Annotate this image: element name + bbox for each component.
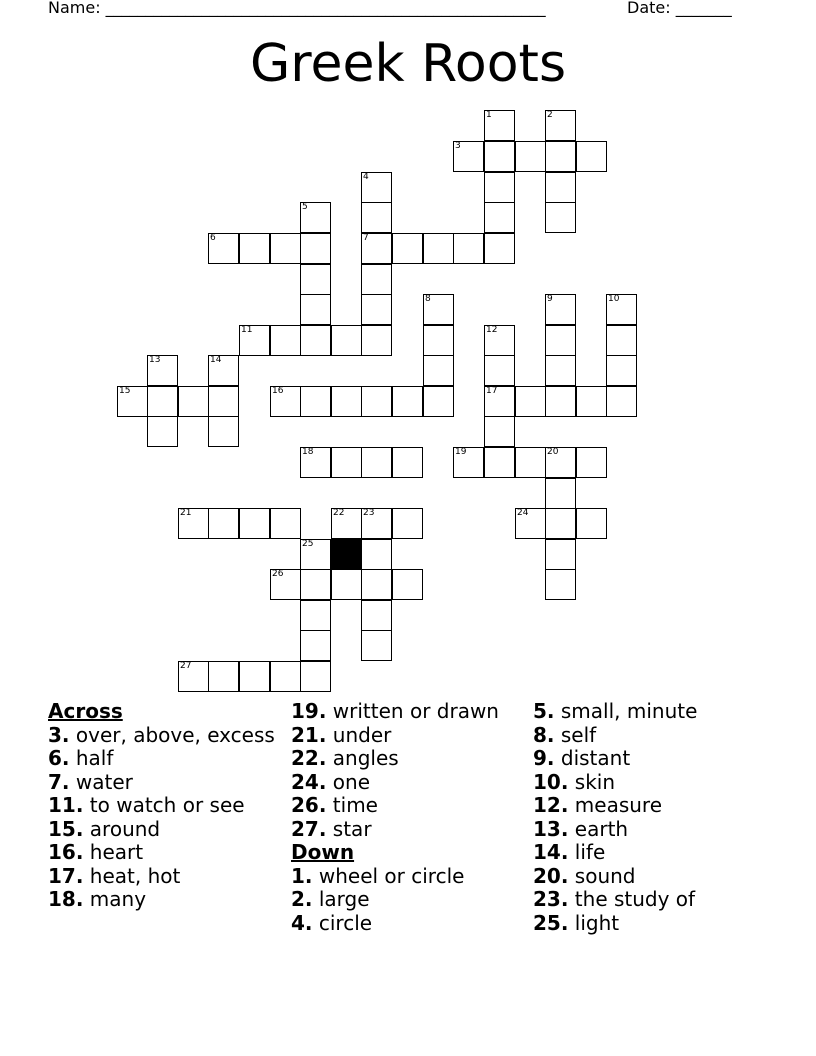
clue-number: 10.	[533, 769, 569, 794]
clue-text: wheel or circle	[312, 863, 465, 888]
crossword-cell[interactable]	[423, 233, 454, 264]
crossword-cell[interactable]	[576, 508, 607, 539]
crossword-cell[interactable]	[545, 141, 576, 172]
clue-item	[291, 724, 531, 748]
clue-heading: Across	[48, 699, 123, 723]
crossword-cell[interactable]	[606, 355, 637, 386]
crossword-cell[interactable]	[515, 447, 546, 478]
crossword-cell[interactable]	[300, 202, 331, 233]
clue-number: 16.	[48, 840, 84, 864]
crossword-cell[interactable]	[576, 386, 607, 417]
clue-number: 12.	[533, 793, 569, 817]
crossword-cell[interactable]	[545, 539, 576, 570]
cell-number: 12	[486, 325, 498, 335]
clue-number: 6.	[48, 746, 70, 770]
crossword-cell[interactable]	[545, 294, 576, 325]
crossword-cell[interactable]	[300, 630, 331, 661]
clue-heading: Down	[291, 840, 355, 864]
clue-number: 19.	[291, 699, 327, 723]
crossword-cell[interactable]	[545, 569, 576, 600]
crossword-cell[interactable]	[147, 386, 178, 417]
cell-number: 16	[272, 386, 284, 396]
crossword-cell[interactable]	[484, 202, 515, 233]
clue-text: heat, hot	[83, 863, 181, 888]
name-field-label[interactable]: Name: _______________________________________________________	[48, 0, 546, 17]
crossword-cell[interactable]	[453, 447, 484, 478]
cell-number: 3	[455, 141, 461, 151]
crossword-cell[interactable]	[300, 539, 331, 570]
clue-item	[48, 724, 288, 748]
clue-text: time	[326, 793, 378, 817]
clue-number: 27.	[291, 816, 327, 841]
clue-column-3	[533, 700, 773, 935]
clue-text: star	[326, 816, 372, 841]
crossword-cell[interactable]	[331, 447, 362, 478]
cell-number: 9	[547, 294, 553, 304]
crossword-cell[interactable]	[392, 233, 423, 264]
crossword-cell[interactable]	[300, 386, 331, 417]
clue-text: measure	[568, 793, 663, 817]
clue-item	[533, 865, 773, 889]
clue-text: angles	[326, 746, 399, 770]
crossword-cell[interactable]	[361, 447, 392, 478]
crossword-cell[interactable]	[484, 172, 515, 203]
crossword-cell[interactable]	[392, 508, 423, 539]
crossword-cell[interactable]	[208, 661, 239, 692]
crossword-cell[interactable]	[147, 416, 178, 447]
clue-text: half	[69, 746, 114, 770]
clue-item	[291, 747, 531, 771]
crossword-cell[interactable]	[515, 386, 546, 417]
clue-item	[533, 818, 773, 842]
crossword-cell[interactable]	[484, 386, 515, 417]
clue-text: circle	[312, 910, 373, 935]
crossword-cell[interactable]	[545, 508, 576, 539]
clue-number: 4.	[291, 910, 313, 935]
clue-number: 2.	[291, 887, 313, 911]
clue-item	[291, 912, 531, 936]
cell-number: 10	[608, 294, 620, 304]
crossword-cell[interactable]	[178, 508, 209, 539]
crossword-cell[interactable]	[147, 355, 178, 386]
cell-number: 2	[547, 110, 553, 120]
crossword-cell[interactable]	[270, 233, 301, 264]
crossword-cell[interactable]	[300, 294, 331, 325]
crossword-cell[interactable]	[300, 325, 331, 356]
clue-number: 26.	[291, 793, 327, 817]
crossword-cell[interactable]	[117, 386, 148, 417]
clue-number: 7.	[48, 769, 70, 794]
crossword-cell[interactable]	[361, 233, 392, 264]
clue-item	[48, 888, 288, 912]
crossword-cell[interactable]	[300, 569, 331, 600]
clue-text: over, above, excess	[69, 722, 275, 747]
crossword-cell[interactable]	[606, 386, 637, 417]
cell-number: 19	[455, 447, 467, 457]
clue-number: 20.	[533, 863, 569, 888]
clue-number: 5.	[533, 699, 555, 723]
crossword-cell[interactable]	[576, 447, 607, 478]
crossword-cell[interactable]	[423, 325, 454, 356]
cell-number: 6	[210, 233, 216, 243]
clue-text: light	[568, 910, 620, 935]
clue-number: 14.	[533, 840, 569, 864]
clue-item	[48, 771, 288, 795]
clue-column-2	[291, 700, 531, 935]
clue-text: sound	[568, 863, 636, 888]
crossword-cell[interactable]	[208, 386, 239, 417]
cell-number: 24	[517, 508, 529, 518]
crossword-cell[interactable]	[361, 508, 392, 539]
crossword-cell[interactable]	[361, 202, 392, 233]
cell-number: 13	[149, 355, 161, 365]
clue-item	[291, 794, 531, 818]
cell-number: 18	[302, 447, 314, 457]
crossword-cell[interactable]	[545, 172, 576, 203]
clue-number: 24.	[291, 769, 327, 794]
crossword-cell[interactable]	[361, 600, 392, 631]
clue-number: 25.	[533, 910, 569, 935]
crossword-cell[interactable]	[300, 233, 331, 264]
clue-item	[48, 794, 288, 818]
cell-number: 5	[302, 202, 308, 212]
crossword-cell[interactable]	[239, 661, 270, 692]
clue-text: earth	[568, 816, 629, 841]
crossword-cell[interactable]	[331, 325, 362, 356]
crossword-cell[interactable]	[606, 294, 637, 325]
crossword-cell[interactable]	[178, 386, 209, 417]
crossword-cell[interactable]	[361, 630, 392, 661]
crossword-cell[interactable]	[392, 569, 423, 600]
crossword-cell[interactable]	[270, 569, 301, 600]
crossword-cell[interactable]	[545, 325, 576, 356]
clue-text: under	[326, 722, 392, 747]
crossword-cell[interactable]	[545, 110, 576, 141]
crossword-cell[interactable]	[484, 355, 515, 386]
clue-item	[291, 865, 531, 889]
date-field-label[interactable]: Date: _______	[627, 0, 732, 17]
clue-text: water	[69, 769, 133, 794]
crossword-cell[interactable]	[545, 355, 576, 386]
clue-number: 3.	[48, 722, 70, 747]
clue-text: the study of	[568, 887, 696, 911]
crossword-cell[interactable]	[515, 508, 546, 539]
crossword-cell[interactable]	[392, 386, 423, 417]
crossword-cell[interactable]	[606, 325, 637, 356]
crossword-cell[interactable]	[423, 294, 454, 325]
clue-item	[48, 818, 288, 842]
cell-number: 26	[272, 569, 284, 579]
clue-text: skin	[568, 769, 616, 794]
cell-number: 27	[180, 661, 192, 671]
clue-text: written or drawn	[326, 699, 499, 723]
crossword-cell[interactable]	[239, 233, 270, 264]
clue-text: around	[83, 816, 161, 841]
clue-number: 15.	[48, 816, 84, 841]
clue-number: 13.	[533, 816, 569, 841]
crossword-cell[interactable]	[361, 569, 392, 600]
crossword-cell[interactable]	[392, 447, 423, 478]
clue-number: 18.	[48, 887, 84, 911]
crossword-cell[interactable]	[270, 661, 301, 692]
cell-number: 25	[302, 539, 314, 549]
clue-item	[533, 771, 773, 795]
clue-item	[291, 771, 531, 795]
clue-item	[533, 747, 773, 771]
crossword-block-cell	[331, 539, 362, 570]
clue-number: 11.	[48, 793, 84, 817]
clue-number: 23.	[533, 887, 569, 911]
clue-number: 1.	[291, 863, 313, 888]
crossword-cell[interactable]	[361, 172, 392, 203]
crossword-cell[interactable]	[331, 569, 362, 600]
clue-item	[533, 912, 773, 936]
cell-number: 1	[486, 110, 492, 120]
crossword-cell[interactable]	[300, 661, 331, 692]
crossword-cell[interactable]	[576, 141, 607, 172]
crossword-cell[interactable]	[484, 325, 515, 356]
crossword-cell[interactable]	[453, 141, 484, 172]
crossword-cell[interactable]	[331, 386, 362, 417]
crossword-cell[interactable]	[484, 141, 515, 172]
clue-text: distant	[554, 746, 631, 770]
clue-item	[291, 888, 531, 912]
clue-item	[291, 700, 531, 724]
clue-text: one	[326, 769, 371, 794]
cell-number: 22	[333, 508, 345, 518]
crossword-cell[interactable]	[545, 478, 576, 509]
crossword-cell[interactable]	[178, 661, 209, 692]
clue-text: self	[554, 722, 597, 747]
cell-number: 4	[363, 172, 369, 182]
cell-number: 7	[363, 233, 369, 243]
crossword-cell[interactable]	[484, 233, 515, 264]
clue-item	[533, 700, 773, 724]
crossword-cell[interactable]	[545, 202, 576, 233]
cell-number: 15	[119, 386, 131, 396]
clue-item	[533, 724, 773, 748]
crossword-cell[interactable]	[270, 386, 301, 417]
crossword-cell[interactable]	[361, 294, 392, 325]
clue-item	[48, 841, 288, 865]
clue-item	[48, 747, 288, 771]
clue-item	[291, 818, 531, 842]
crossword-cell[interactable]	[239, 508, 270, 539]
crossword-cell[interactable]	[208, 355, 239, 386]
crossword-cell[interactable]	[300, 600, 331, 631]
crossword-cell[interactable]	[484, 447, 515, 478]
crossword-cell[interactable]	[270, 508, 301, 539]
clue-text: heart	[83, 840, 144, 864]
cell-number: 14	[210, 355, 222, 365]
cell-number: 11	[241, 325, 253, 335]
clue-text: small, minute	[554, 699, 698, 723]
crossword-cell[interactable]	[515, 141, 546, 172]
crossword-cell[interactable]	[545, 447, 576, 478]
crossword-cell[interactable]	[331, 508, 362, 539]
crossword-cell[interactable]	[300, 447, 331, 478]
clue-text: to watch or see	[83, 793, 245, 817]
cell-number: 23	[363, 508, 375, 518]
crossword-cell[interactable]	[208, 233, 239, 264]
crossword-cell[interactable]	[545, 386, 576, 417]
clue-number: 8.	[533, 722, 555, 747]
crossword-cell[interactable]	[453, 233, 484, 264]
clue-text: life	[568, 840, 606, 864]
page-title: Greek Roots	[249, 34, 567, 94]
cell-number: 20	[547, 447, 559, 457]
crossword-cell[interactable]	[423, 355, 454, 386]
clue-number: 9.	[533, 746, 555, 770]
clue-item	[533, 794, 773, 818]
crossword-cell[interactable]	[361, 264, 392, 295]
clue-item	[533, 841, 773, 865]
crossword-cell[interactable]	[361, 386, 392, 417]
clue-text: large	[312, 887, 370, 911]
clue-number: 22.	[291, 746, 327, 770]
clue-number: 21.	[291, 722, 327, 747]
crossword-cell[interactable]	[484, 110, 515, 141]
clue-item	[533, 888, 773, 912]
clue-number: 17.	[48, 863, 84, 888]
cell-number: 8	[425, 294, 431, 304]
crossword-cell[interactable]	[361, 325, 392, 356]
crossword-cell[interactable]	[484, 416, 515, 447]
clue-item	[48, 865, 288, 889]
crossword-cell[interactable]	[361, 539, 392, 570]
cell-number: 17	[486, 386, 498, 396]
crossword-cell[interactable]	[300, 264, 331, 295]
crossword-cell[interactable]	[423, 386, 454, 417]
crossword-cell[interactable]	[270, 325, 301, 356]
crossword-cell[interactable]	[208, 508, 239, 539]
crossword-cell[interactable]	[239, 325, 270, 356]
cell-number: 21	[180, 508, 192, 518]
crossword-cell[interactable]	[208, 416, 239, 447]
clue-column-1	[48, 700, 288, 912]
clue-text: many	[83, 887, 147, 911]
